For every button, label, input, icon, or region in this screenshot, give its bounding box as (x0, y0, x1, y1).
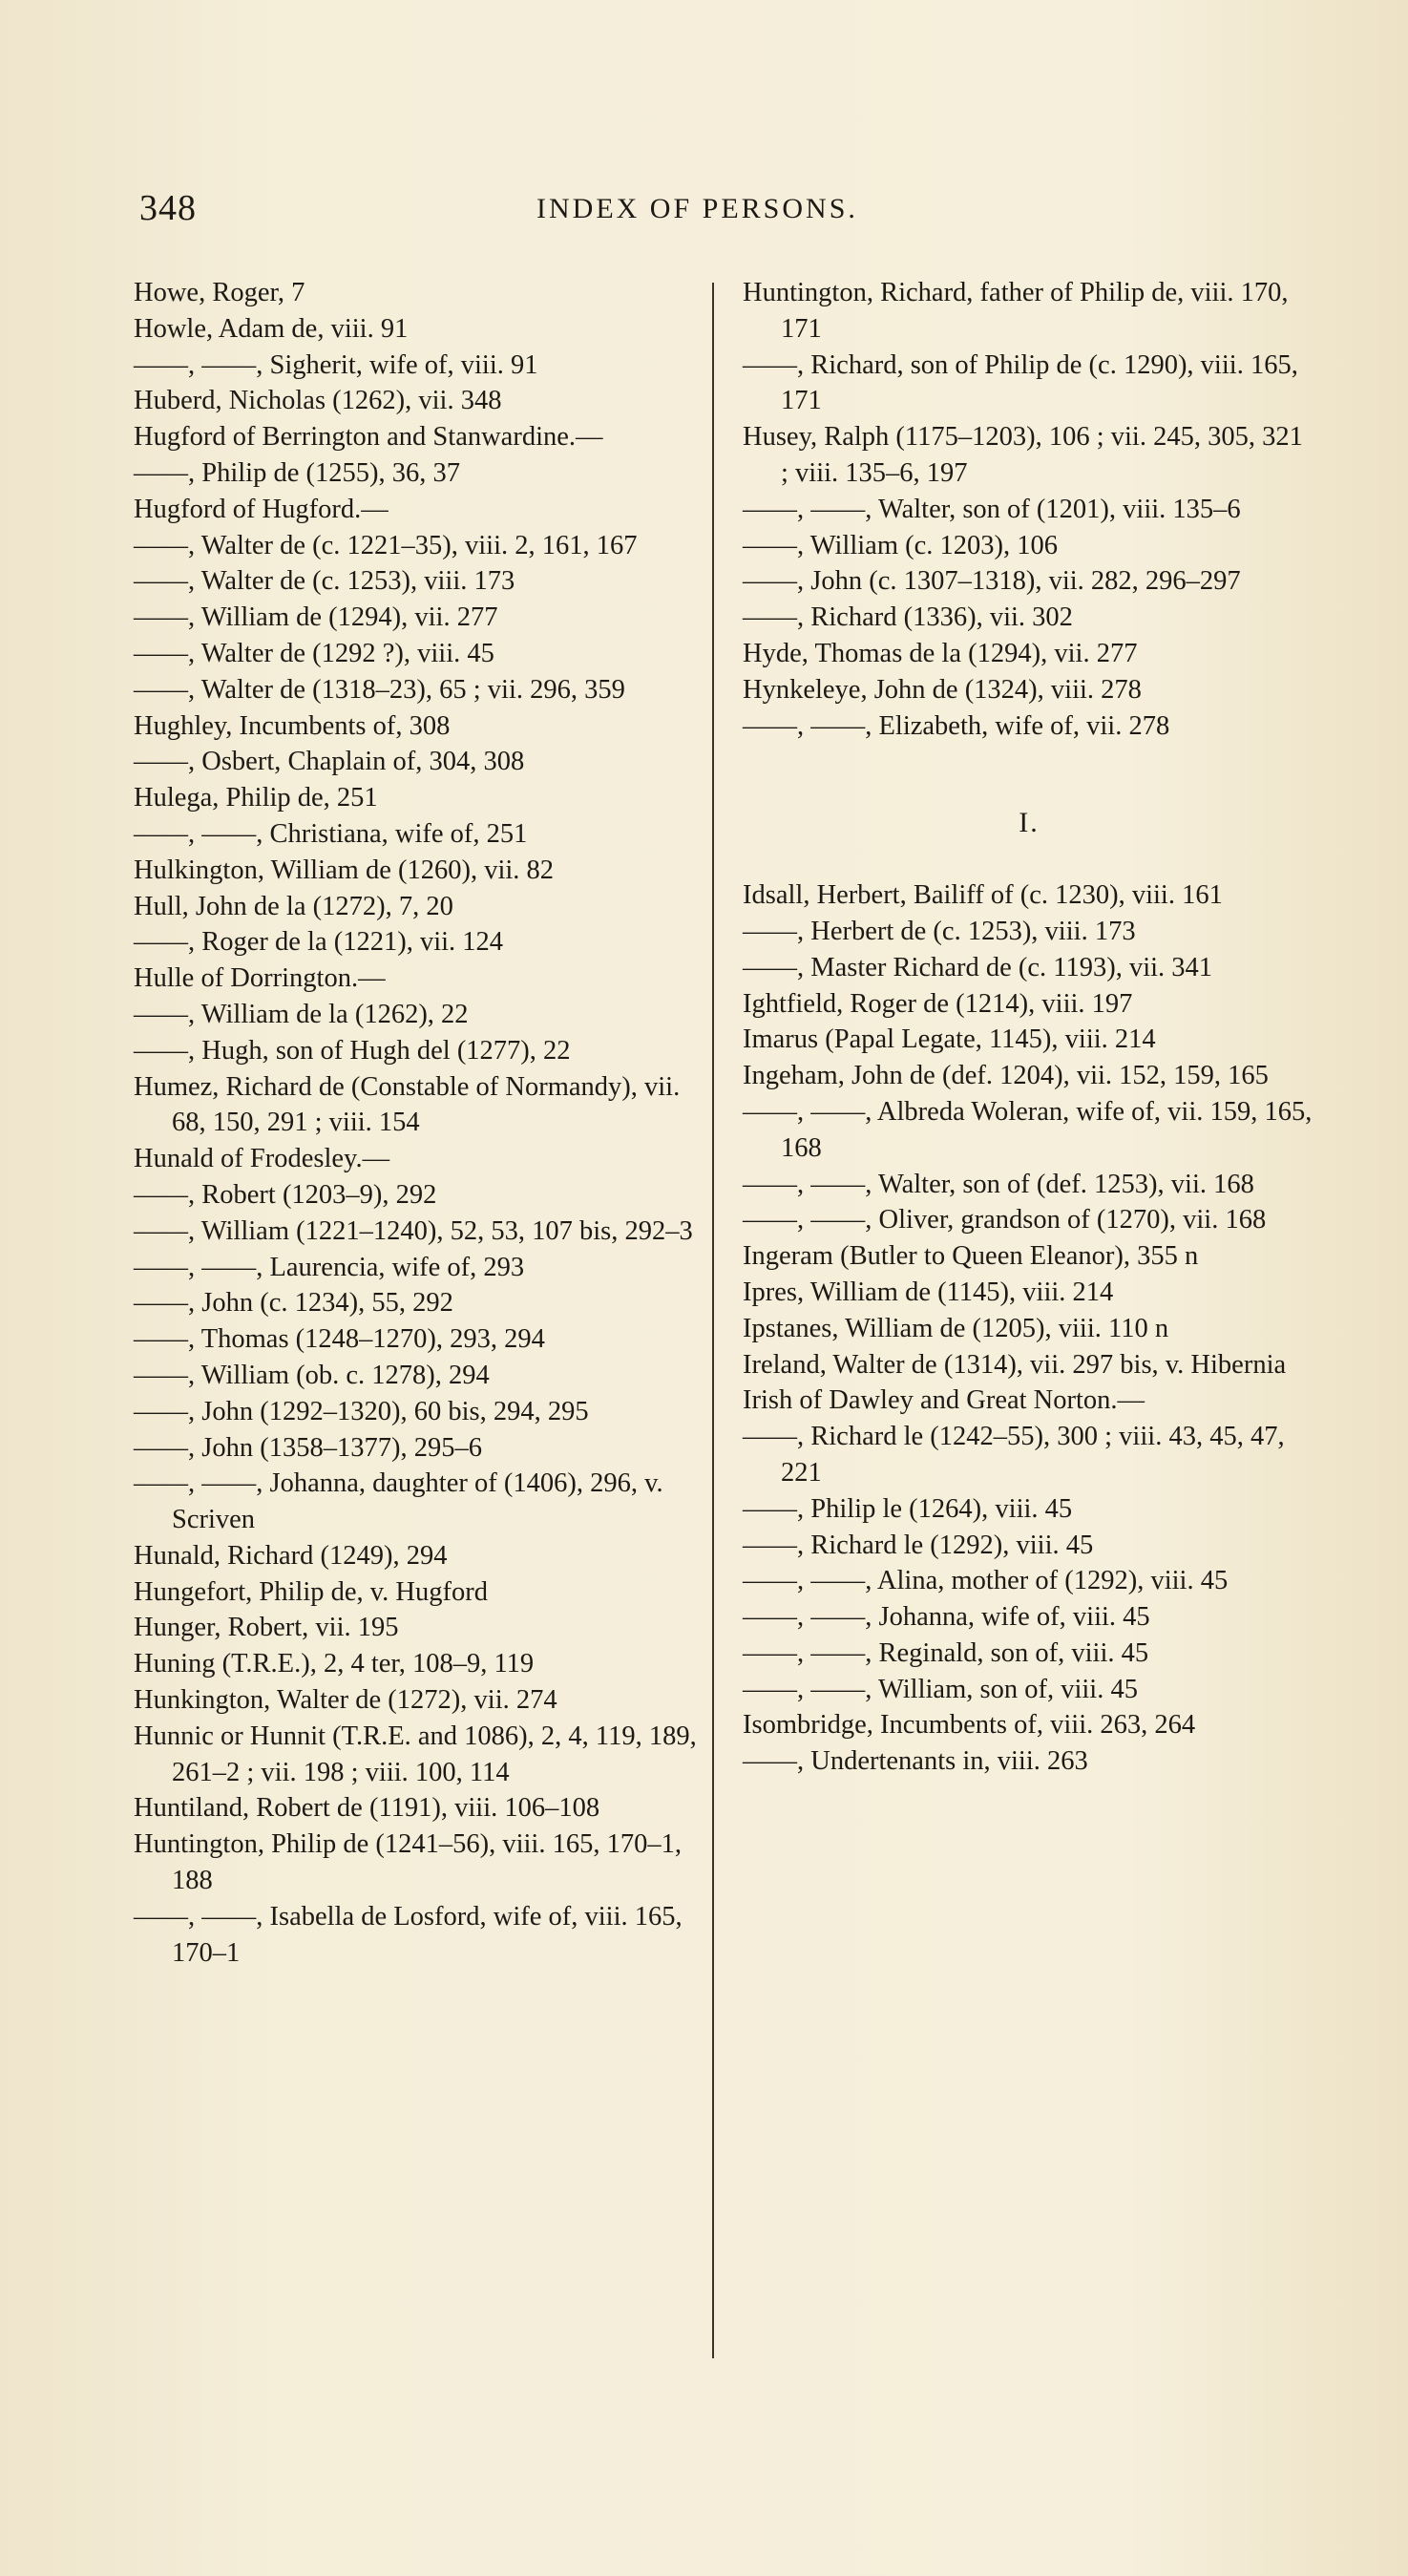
index-entry: ——, Herbert de (c. 1253), viii. 173 (743, 916, 1136, 946)
index-entry: ——, Philip de (1255), 36, 37 (134, 457, 460, 488)
index-entry: Husey, Ralph (1175–1203), 106 ; vii. 245, 305, 321 ; viii. 135–6, 197 (743, 422, 1303, 488)
index-column-right (743, 275, 1315, 1780)
index-entry: ——, ——, Walter, son of (def. 1253), vii. 168 (743, 1169, 1254, 1199)
index-entry: Hunger, Robert, vii. 195 (134, 1613, 399, 1643)
index-entry: Imarus (Papal Legate, 1145), viii. 214 (743, 1024, 1156, 1055)
index-entry: ——, John (c. 1307–1318), vii. 282, 296–297 (743, 566, 1241, 597)
index-entry: ——, William de (1294), vii. 277 (134, 602, 498, 633)
index-entry: Hull, John de la (1272), 7, 20 (134, 891, 453, 921)
index-entry: ——, Roger de la (1221), vii. 124 (134, 927, 504, 958)
index-entry: Howe, Roger, 7 (134, 278, 305, 307)
index-entry: Hynkeleye, John de (1324), viii. 278 (743, 674, 1142, 705)
index-entry: ——, William (c. 1203), 106 (743, 530, 1058, 560)
index-entry: Hunnic or Hunnit (T.R.E. and 1086), 2, 4, 119, 189, 261–2 ; vii. 198 ; viii. 100, 114 (134, 1721, 697, 1787)
index-entry: ——, Richard le (1292), viii. 45 (743, 1530, 1094, 1560)
index-entry: ——, ——, Christiana, wife of, 251 (134, 818, 528, 849)
index-entry: Ightfield, Roger de (1214), viii. 197 (743, 988, 1133, 1019)
index-entry: Hugford of Hugford.— (134, 494, 389, 524)
running-head: INDEX OF PERSONS. (536, 193, 858, 224)
column-divider (712, 283, 714, 2358)
index-entry: ——, William de la (1262), 22 (134, 999, 469, 1029)
index-entry: ——, Osbert, Chaplain of, 304, 308 (134, 747, 525, 777)
page-header (139, 187, 1323, 235)
index-entry: ——, Undertenants in, viii. 263 (743, 1746, 1088, 1777)
index-entry: ——, Walter de (c. 1221–35), viii. 2, 161, 167 (134, 530, 638, 560)
index-entry: ——, Richard (1336), vii. 302 (743, 602, 1073, 633)
index-entry: ——, ——, Albreda Woleran, wife of, vii. 159, 165, 168 (743, 1096, 1313, 1163)
index-entry: Ireland, Walter de (1314), vii. 297 bis, v. Hibernia (743, 1349, 1287, 1380)
index-entry: ——, Robert (1203–9), 292 (134, 1179, 437, 1210)
index-entry: ——, Walter de (1318–23), 65 ; vii. 296, 359 (134, 674, 625, 705)
index-entry: ——, Thomas (1248–1270), 293, 294 (134, 1324, 545, 1355)
index-entry: ——, John (1292–1320), 60 bis, 294, 295 (134, 1396, 589, 1426)
index-entry: ——, ——, Alina, mother of (1292), viii. 45 (743, 1566, 1229, 1596)
index-entry: ——, Walter de (1292 ?), viii. 45 (134, 638, 494, 668)
index-entry: ——, Richard, son of Philip de (c. 1290), viii. 165, 171 (743, 349, 1298, 416)
index-entry: Hulkington, William de (1260), vii. 82 (134, 855, 555, 885)
index-entry: Idsall, Herbert, Bailiff of (c. 1230), viii. 161 (743, 880, 1223, 911)
index-entry: Hunald, Richard (1249), 294 (134, 1540, 448, 1571)
page-number: 348 (139, 188, 197, 228)
section-letter-heading: I. (1019, 807, 1040, 839)
index-entry: Ipres, William de (1145), viii. 214 (743, 1277, 1114, 1307)
index-entry: Hunald of Frodesley.— (134, 1144, 390, 1174)
index-entry: ——, ——, Johanna, wife of, viii. 45 (743, 1602, 1150, 1633)
index-entry: Huntington, Philip de (1241–56), viii. 165, 170–1, 188 (134, 1829, 682, 1896)
index-entry: Ingeham, John de (def. 1204), vii. 152, 159, 165 (743, 1061, 1269, 1091)
index-entry: ——, John (1358–1377), 295–6 (134, 1432, 482, 1463)
index-entry: ——, William (ob. c. 1278), 294 (134, 1360, 490, 1390)
index-entry: Isombridge, Incumbents of, viii. 263, 264 (743, 1710, 1196, 1741)
index-entry: ——, ——, Laurencia, wife of, 293 (134, 1252, 525, 1282)
index-column-left (134, 275, 697, 1971)
index-entry: Hunkington, Walter de (1272), vii. 274 (134, 1685, 557, 1716)
index-entry: ——, ——, Johanna, daughter of (1406), 296, v. Scriven (134, 1468, 663, 1535)
index-entry: ——, ——, Walter, son of (1201), viii. 135–6 (743, 494, 1241, 524)
index-entry: ——, ——, Reginald, son of, viii. 45 (743, 1637, 1149, 1668)
index-entry: Huning (T.R.E.), 2, 4 ter, 108–9, 119 (134, 1649, 535, 1679)
index-entry: Humez, Richard de (Constable of Normandy), vii. 68, 150, 291 ; viii. 154 (134, 1071, 681, 1138)
index-entry: Hyde, Thomas de la (1294), vii. 277 (743, 638, 1138, 668)
index-entry: Hulle of Dorrington.— (134, 963, 386, 994)
index-entry: ——, ——, Isabella de Losford, wife of, viii. 165, 170–1 (134, 1901, 683, 1968)
index-entry: Huntington, Richard, father of Philip de, viii. 170, 171 (743, 278, 1289, 344)
index-entry: Hulega, Philip de, 251 (134, 783, 378, 813)
index-entry: ——, Walter de (c. 1253), viii. 173 (134, 566, 515, 597)
index-entry: ——, Master Richard de (c. 1193), vii. 341 (743, 952, 1213, 982)
index-entry: Ipstanes, William de (1205), viii. 110 n (743, 1313, 1169, 1343)
index-entry: ——, ——, Sigherit, wife of, viii. 91 (134, 349, 538, 380)
index-entry: ——, Hugh, son of Hugh del (1277), 22 (134, 1035, 571, 1066)
index-entry: Huntiland, Robert de (1191), viii. 106–108 (134, 1793, 600, 1824)
index-entry: Howle, Adam de, viii. 91 (134, 313, 409, 344)
index-entry: Hungefort, Philip de, v. Hugford (134, 1576, 488, 1607)
index-entry: ——, Richard le (1242–55), 300 ; viii. 43, 45, 47, 221 (743, 1422, 1285, 1488)
index-entry: ——, William (1221–1240), 52, 53, 107 bis, 292–3 (134, 1215, 693, 1246)
index-entry: Hugford of Berrington and Stanwardine.— (134, 422, 603, 453)
index-entry: ——, ——, William, son of, viii. 45 (743, 1674, 1138, 1704)
index-entry: Ingeram (Butler to Queen Eleanor), 355 n (743, 1241, 1199, 1272)
index-entry: Irish of Dawley and Great Norton.— (743, 1385, 1145, 1416)
index-entry: ——, ——, Oliver, grandson of (1270), vii. 168 (743, 1205, 1267, 1235)
index-entry: ——, ——, Elizabeth, wife of, vii. 278 (743, 710, 1170, 741)
index-entry: ——, John (c. 1234), 55, 292 (134, 1288, 453, 1319)
index-entry: ——, Philip le (1264), viii. 45 (743, 1493, 1073, 1524)
index-entry: Hughley, Incumbents of, 308 (134, 710, 451, 741)
index-entry: Huberd, Nicholas (1262), vii. 348 (134, 386, 502, 416)
